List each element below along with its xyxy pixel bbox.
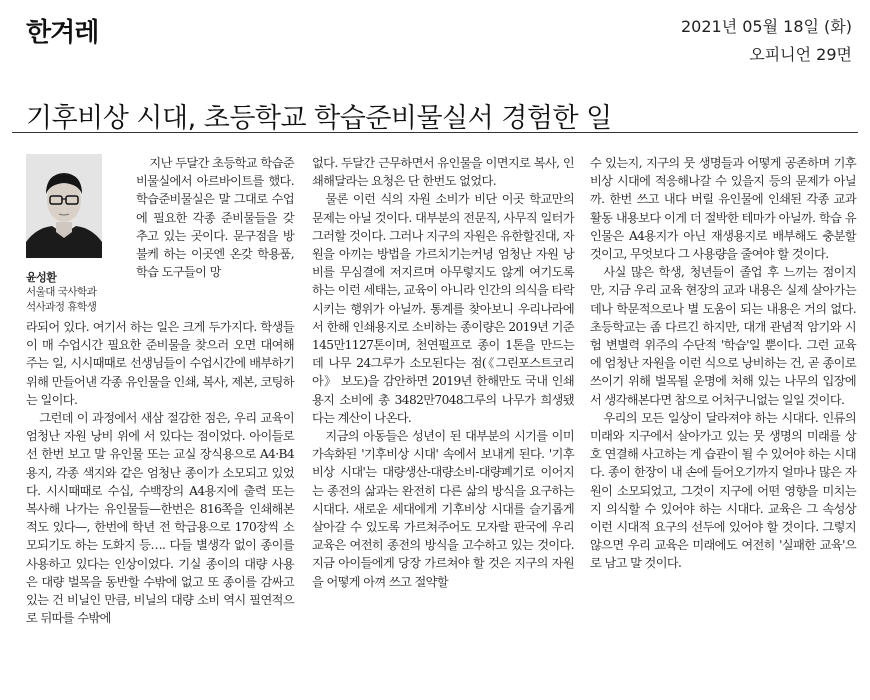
article-headline: 기후비상 시대, 초등학교 학습준비물실서 경험한 일 xyxy=(26,103,612,135)
paragraph: 지난 두달간 초등학교 학습준비물실에서 아르바이트를 했다. 학습준비물실은 말 그대로 수업에 필요한 각종 준비물들을 갖추고 있는 곳이다. 문구점을 방불케 하는 이곳엔 온갖 학용품, 학습 도구들이 망 xyxy=(136,156,294,280)
paragraph: 사실 많은 학생, 청년들이 졸업 후 느끼는 점이지만, 지금 우리 교육 현장의 교과 내용은 실제 살아가는 데나 학문적으로나 별 도움이 되는 내용은 거의 없다. 초등학교는 좀 다르긴 하지만, 대개 관념적 암기와 시험 변별력 위주의 수단적 '학습'일 뿐이다. 그런 교육에 엄청난 자원을 이런 식으로 낭비하는 건, 곧 종이로 쓰이기 위해 벌목될 운명에 처해 있는 나무의 입장에서 생각해본다면 참으로 어처구니없는 일일 것이다. xyxy=(590,265,856,407)
headline-divider xyxy=(12,132,858,133)
column-1-body xyxy=(26,318,294,627)
article-column-3 xyxy=(590,154,856,573)
article-column-2 xyxy=(312,154,574,591)
paragraph: 그런데 이 과정에서 새삼 절감한 점은, 우리 교육이 엄청난 자원 낭비 위에 서 있다는 점이었다. 아이들로선 한번 보고 말 유인물 또는 교실 장식용으로 A4·B4용지, 각종 색지와 같은 엄청난 종이가 소모되고 있었다. 시시때때로 수십, 수백장의 A4용지에 출력 또는 복사해 나가는 유인물들—한번은 816쪽을 인쇄해본 적도 있다—, 한번에 학년 전 학급용으로 170장씩 소모되기도 하는 도화지 등…. 다들 별생각 없이 종이를 사용하고 있다는 인상이었다. 기실 종이의 대량 사용은 대량 벌목을 동반할 수밖에 없고 또 종이를 감싸고 있는 건 비닐인 만큼, 비닐의 대량 소비 역시 필연적으로 뒤따를 수밖에 xyxy=(26,411,294,626)
paragraph: 지금의 아동들은 성년이 된 대부분의 시기를 이미 가속화된 '기후비상 시대' 속에서 보내게 된다. '기후비상 시대'는 대량생산-대량소비-대량폐기로 이어지는 종전의 삶과는 완전히 다른 삶의 방식을 요구하는 시대다. 새로운 세대에게 기후비상 시대를 슬기롭게 살아갈 수 있도록 가르쳐주어도 모자랄 판국에 우리 교육은 여전히 종전의 방식을 고수하고 있는 것이다. 지금 아이들에게 당장 가르쳐야 할 것은 지구의 자원을 어떻게 아껴 쓰고 절약할 xyxy=(312,429,574,589)
column-1-top-text xyxy=(136,154,294,281)
author-affiliation: 서울대 국사학과 xyxy=(26,286,97,298)
author-portrait-icon xyxy=(26,154,102,258)
author-photo xyxy=(26,154,102,258)
paragraph: 없다. 두달간 근무하면서 유인물을 이면지로 복사, 인쇄해달라는 요청은 단 한번도 없었다. xyxy=(312,156,574,189)
paragraph: 우리의 모든 일상이 달라져야 하는 시대다. 인류의 미래와 지구에서 살아가고 있는 뭇 생명의 미래를 상호 연결해 사고하는 게 습관이 될 수 있어야 하는 시대다. 종이 한장이 내 손에 들어오기까지 얼마나 많은 자원이 소모되었고, 그것이 지구에 어떤 영향을 미치는지 의식할 수 있어야 하는 시대다. 교육은 그 속성상 이런 시대적 요구의 선두에 있어야 할 것이다. 그렇지 않으면 우리 교육은 미래에도 여전히 '실패한 교육'으로 남고 말 것이다. xyxy=(590,410,856,571)
author-name: 윤성환 xyxy=(26,271,57,284)
paragraph: 수 있는지, 지구의 뭇 생명들과 어떻게 공존하며 기후비상 시대에 적응해나갈 수 있을지 등의 문제가 아닐까. 한번 쓰고 내다 버릴 유인물에 인쇄된 각종 교과 활동 내용보다 이게 더 절박한 테마가 아닐까. 학습 유인물은 A4용지가 아닌 재생용지로 배부해도 충분할 것이고, 무엇보다 그 사용량을 줄여야 할 것이다. xyxy=(590,156,856,262)
page-section: 오피니언 29면 xyxy=(749,45,852,64)
author-status: 석사과정 휴학생 xyxy=(26,301,97,313)
author-byline xyxy=(26,270,108,315)
publication-date: 2021년 05월 18일 (화) xyxy=(680,17,852,36)
paragraph: 물론 이런 식의 자원 소비가 비단 이곳 학교만의 문제는 아닐 것이다. 대부분의 전문직, 사무직 일터가 그러할 것이다. 그러나 지구의 자원은 유한할진대, 자원을 아끼는 방법을 가르치기는커녕 엄청난 자원 낭비를 무심결에 저지르며 아무렇지도 않게 여기도록 하는 이런 세태는, 교육이 아니라 인간의 의식을 타락시키는 행위가 아닐까. 통계를 찾아보니 우리나라에서 한해 인쇄용지로 소비하는 종이량은 2019년 기준 145만1127톤이며, 천연펄프로 종이 1톤을 만드는 데 나무 24그루가 소모된다는 점(《그린포스트코리아》 보도)을 감안하면 2019년 한해만도 국내 인쇄용지 소비에 총 3482만7048그루의 나무가 희생됐다는 계산이 나온다. xyxy=(312,192,574,425)
paragraph: 라되어 있다. 여기서 하는 일은 크게 두가지다. 학생들이 매 수업시간 필요한 준비물을 찾으러 오면 대여해주는 일, 시시때때로 선생님들이 수업시간에 배부하기 위해 만들어낸 각종 유인물을 인쇄, 복사, 제본, 코팅하는 일이다. xyxy=(26,320,294,407)
newspaper-logo: 한겨레 xyxy=(26,18,99,48)
